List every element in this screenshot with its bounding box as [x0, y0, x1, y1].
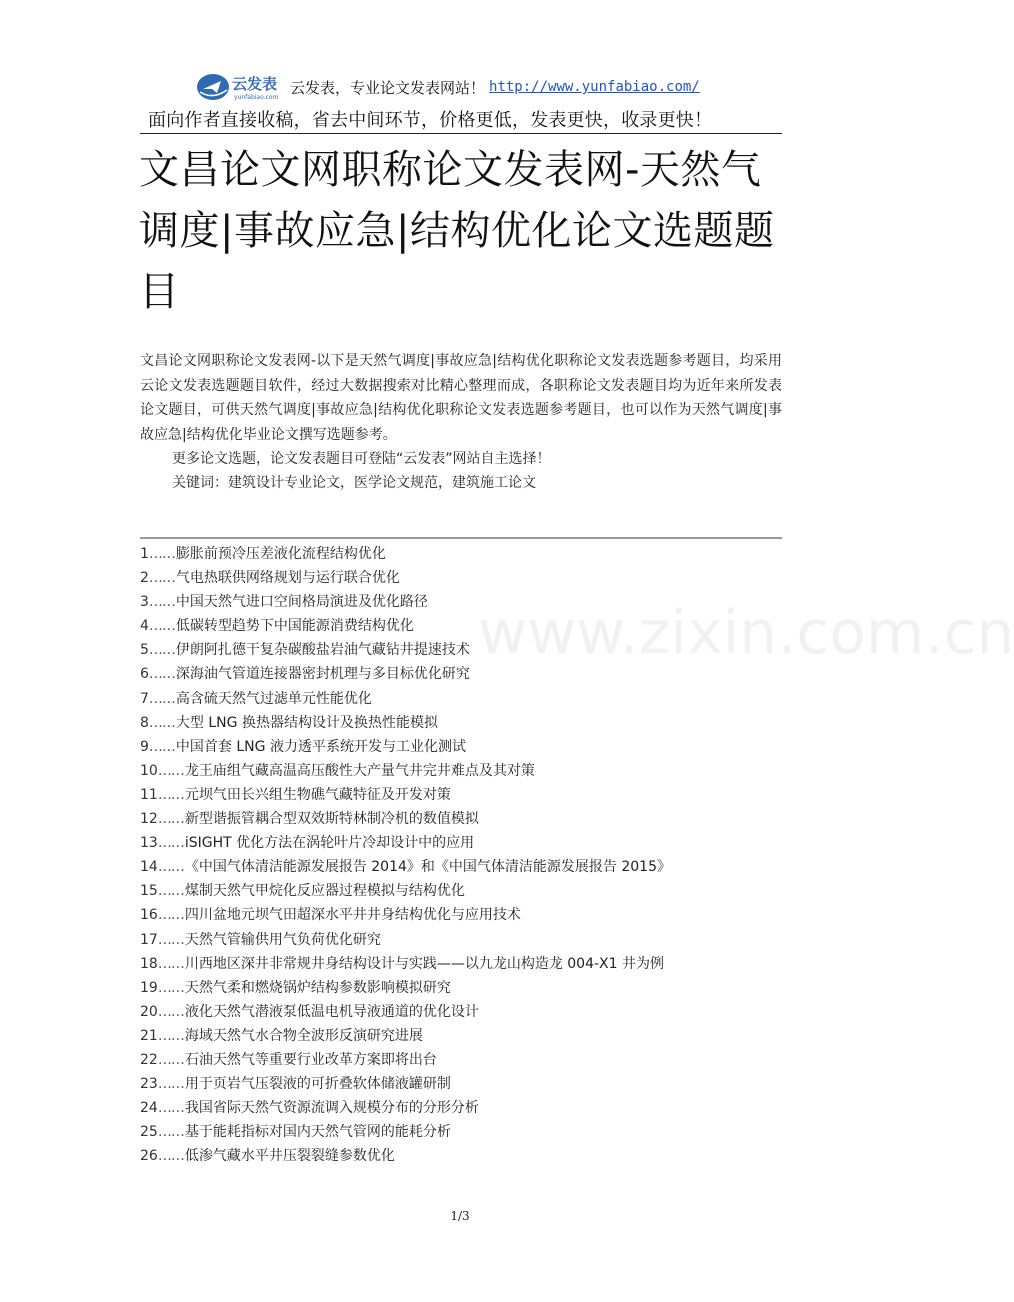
- topic-title: 石油天然气等重要行业改革方案即将出台: [184, 1051, 437, 1068]
- header-tagline: 面向作者直接收稿，省去中间环节，价格更低，发表更快，收录更快！: [148, 110, 713, 131]
- topic-separator: ……: [148, 666, 175, 683]
- topic-title: 中国首套 LNG 液力透平系统开发与工业化测试: [175, 738, 466, 755]
- topic-title: 液化天然气潜液泵低温电机导液通道的优化设计: [184, 1003, 479, 1020]
- list-item: [140, 1048, 790, 1072]
- topic-title: 基于能耗指标对国内天然气管网的能耗分析: [184, 1124, 451, 1141]
- list-item: [140, 976, 790, 1000]
- list-item: [140, 542, 790, 566]
- topic-separator: ……: [148, 690, 175, 707]
- topic-separator: ……: [157, 931, 184, 948]
- topic-title: 伊朗阿扎德干复杂碳酸盐岩油气藏钻井提速技术: [175, 642, 470, 659]
- list-item: [140, 759, 790, 783]
- topic-title: 新型谐振管耦合型双效斯特林制冷机的数值模拟: [184, 811, 479, 828]
- watermark: www.zixin.com.cn: [478, 598, 1014, 668]
- topic-title: 深海油气管道连接器密封机理与多目标优化研究: [175, 666, 470, 683]
- topic-title: 煤制天然气甲烷化反应器过程模拟与结构优化: [184, 883, 465, 900]
- topic-separator: ……: [148, 642, 175, 659]
- topic-title: 海域天然气水合物全波形反演研究进展: [184, 1027, 423, 1044]
- site-header: [196, 70, 700, 104]
- topic-title: 四川盆地元坝气田超深水平井井身结构优化与应用技术: [184, 907, 521, 924]
- list-item: [140, 687, 790, 711]
- topic-number: 2: [140, 570, 149, 587]
- list-item: [140, 638, 790, 662]
- topic-number: 23: [140, 1076, 158, 1093]
- intro-paragraph: 文昌论文网职称论文发表网-以下是天然气调度|事故应急|结构优化职称论文发表选题参考题目，均采用云论文发表选题题目软件，经过大数据搜索对比精心整理而成，各职称论文发表题目均为近年来所发表论文题目，可供天然气调度|事故应急|结构优化职称论文发表选题参考题目，也可以作为天然气调度|事故应急|结构优化毕业论文撰写选题参考。: [140, 353, 782, 443]
- list-item: [140, 1024, 790, 1048]
- list-item: [140, 662, 790, 686]
- topic-number: 9: [140, 738, 149, 755]
- topic-number: 16: [140, 907, 158, 924]
- topic-separator: ……: [148, 714, 175, 731]
- topic-separator: ……: [157, 955, 184, 972]
- topic-number: 24: [140, 1100, 158, 1117]
- topic-separator: ……: [157, 1124, 184, 1141]
- list-item: [140, 566, 790, 590]
- topic-number: 5: [140, 642, 149, 659]
- list-item: [140, 928, 790, 952]
- topic-number: 13: [140, 835, 158, 852]
- topic-number: 12: [140, 811, 158, 828]
- topic-separator: ……: [157, 883, 184, 900]
- topic-number: 14: [140, 859, 158, 876]
- list-divider: [140, 537, 782, 539]
- topic-title: 天然气柔和燃烧锅炉结构参数影响模拟研究: [184, 979, 451, 996]
- topic-title: 龙王庙组气藏高温高压酸性大产量气井完井难点及其对策: [184, 762, 535, 779]
- site-logo[interactable]: [196, 70, 288, 104]
- topic-separator: ……: [148, 570, 175, 587]
- header-divider: [140, 133, 782, 134]
- list-item: [140, 1096, 790, 1120]
- keywords-line: 关键词：建筑设计专业论文，医学论文规范，建筑施工论文: [172, 475, 536, 491]
- topic-number: 17: [140, 931, 158, 948]
- list-item: [140, 711, 790, 735]
- topic-number: 11: [140, 786, 158, 803]
- topic-number: 15: [140, 883, 158, 900]
- page-title: 文昌论文网职称论文发表网-天然气调度|事故应急|结构优化论文选题题目: [139, 147, 775, 315]
- topic-separator: ……: [157, 859, 184, 876]
- topic-separator: ……: [157, 1003, 184, 1020]
- topic-title: 中国天然气进口空间格局演进及优化路径: [175, 594, 428, 611]
- topic-number: 6: [140, 666, 149, 683]
- list-item: [140, 1120, 790, 1144]
- site-url-link[interactable]: http://www.yunfabiao.com/: [489, 79, 700, 95]
- list-item: [140, 903, 790, 927]
- topic-title: 大型 LNG 换热器结构设计及换热性能模拟: [175, 714, 438, 731]
- topic-separator: ……: [157, 1051, 184, 1068]
- logo-subtext: yunfabiao.com: [234, 94, 279, 101]
- topic-separator: ……: [157, 786, 184, 803]
- topic-number: 1: [140, 546, 149, 562]
- topic-separator: ……: [148, 618, 175, 635]
- list-item: [140, 1000, 790, 1024]
- topic-title: 低渗气藏水平井压裂裂缝参数优化: [184, 1148, 395, 1165]
- topic-number: 20: [140, 1003, 158, 1020]
- list-item: [140, 783, 790, 807]
- logo-text: 云发表: [232, 75, 278, 93]
- topic-separator: ……: [157, 811, 184, 828]
- topic-number: 21: [140, 1027, 158, 1044]
- topic-title: 气电热联供网络规划与运行联合优化: [175, 570, 400, 587]
- topic-number: 10: [140, 762, 158, 779]
- topic-title: 低碳转型趋势下中国能源消费结构优化: [175, 618, 414, 635]
- topic-number: 22: [140, 1051, 158, 1068]
- topic-number: 26: [140, 1148, 158, 1165]
- topic-number: 4: [140, 618, 149, 635]
- topic-title: iSIGHT 优化方法在涡轮叶片冷却设计中的应用: [184, 835, 475, 852]
- topic-separator: ……: [148, 594, 175, 611]
- topic-separator: ……: [148, 738, 175, 755]
- topic-separator: ……: [148, 546, 175, 562]
- page-number: 1/3: [450, 1209, 470, 1223]
- topic-separator: ……: [157, 979, 184, 996]
- list-item: [140, 807, 790, 831]
- list-item: [140, 590, 790, 614]
- topic-number: 8: [140, 714, 149, 731]
- topic-number: 3: [140, 594, 149, 611]
- topic-number: 25: [140, 1124, 158, 1141]
- topic-number: 7: [140, 690, 149, 707]
- list-item: [140, 735, 790, 759]
- topic-separator: ……: [157, 1027, 184, 1044]
- topic-separator: ……: [157, 1148, 184, 1165]
- list-item: [140, 952, 790, 976]
- topic-title: 用于页岩气压裂液的可折叠软体储液罐研制: [184, 1076, 451, 1093]
- topic-separator: ……: [157, 762, 184, 779]
- topic-separator: ……: [157, 1076, 184, 1093]
- topic-title: 川西地区深井非常规井身结构设计与实践——以九龙山构造龙 004-X1 井为例: [184, 955, 664, 972]
- list-item: [140, 831, 790, 855]
- topic-title: 膨胀前预冷压差液化流程结构优化: [175, 546, 386, 562]
- cloud-logo-icon: [196, 70, 288, 104]
- topic-title: 我国省际天然气资源流调入规模分布的分形分析: [184, 1100, 479, 1117]
- list-item: [140, 879, 790, 903]
- list-item: [140, 855, 790, 879]
- more-topics-line: 更多论文选题，论文发表题目可登陆“云发表”网站自主选择！: [172, 451, 551, 467]
- topic-title: 高含硫天然气过滤单元性能优化: [175, 690, 372, 707]
- topic-number: 18: [140, 955, 158, 972]
- site-slogan: 云发表，专业论文发表网站！: [290, 78, 486, 97]
- list-item: [140, 1072, 790, 1096]
- topic-separator: ……: [157, 835, 184, 852]
- topic-separator: ……: [157, 1100, 184, 1117]
- list-item: [140, 1144, 790, 1168]
- topic-title: 元坝气田长兴组生物礁气藏特征及开发对策: [184, 786, 451, 803]
- list-item: [140, 614, 790, 638]
- topic-title: 《中国气体清洁能源发展报告 2014》和《中国气体清洁能源发展报告 2015》: [184, 859, 671, 876]
- topic-separator: ……: [157, 907, 184, 924]
- topic-number: 19: [140, 979, 158, 996]
- topic-list: [140, 542, 790, 1168]
- topic-title: 天然气管输供用气负荷优化研究: [184, 931, 381, 948]
